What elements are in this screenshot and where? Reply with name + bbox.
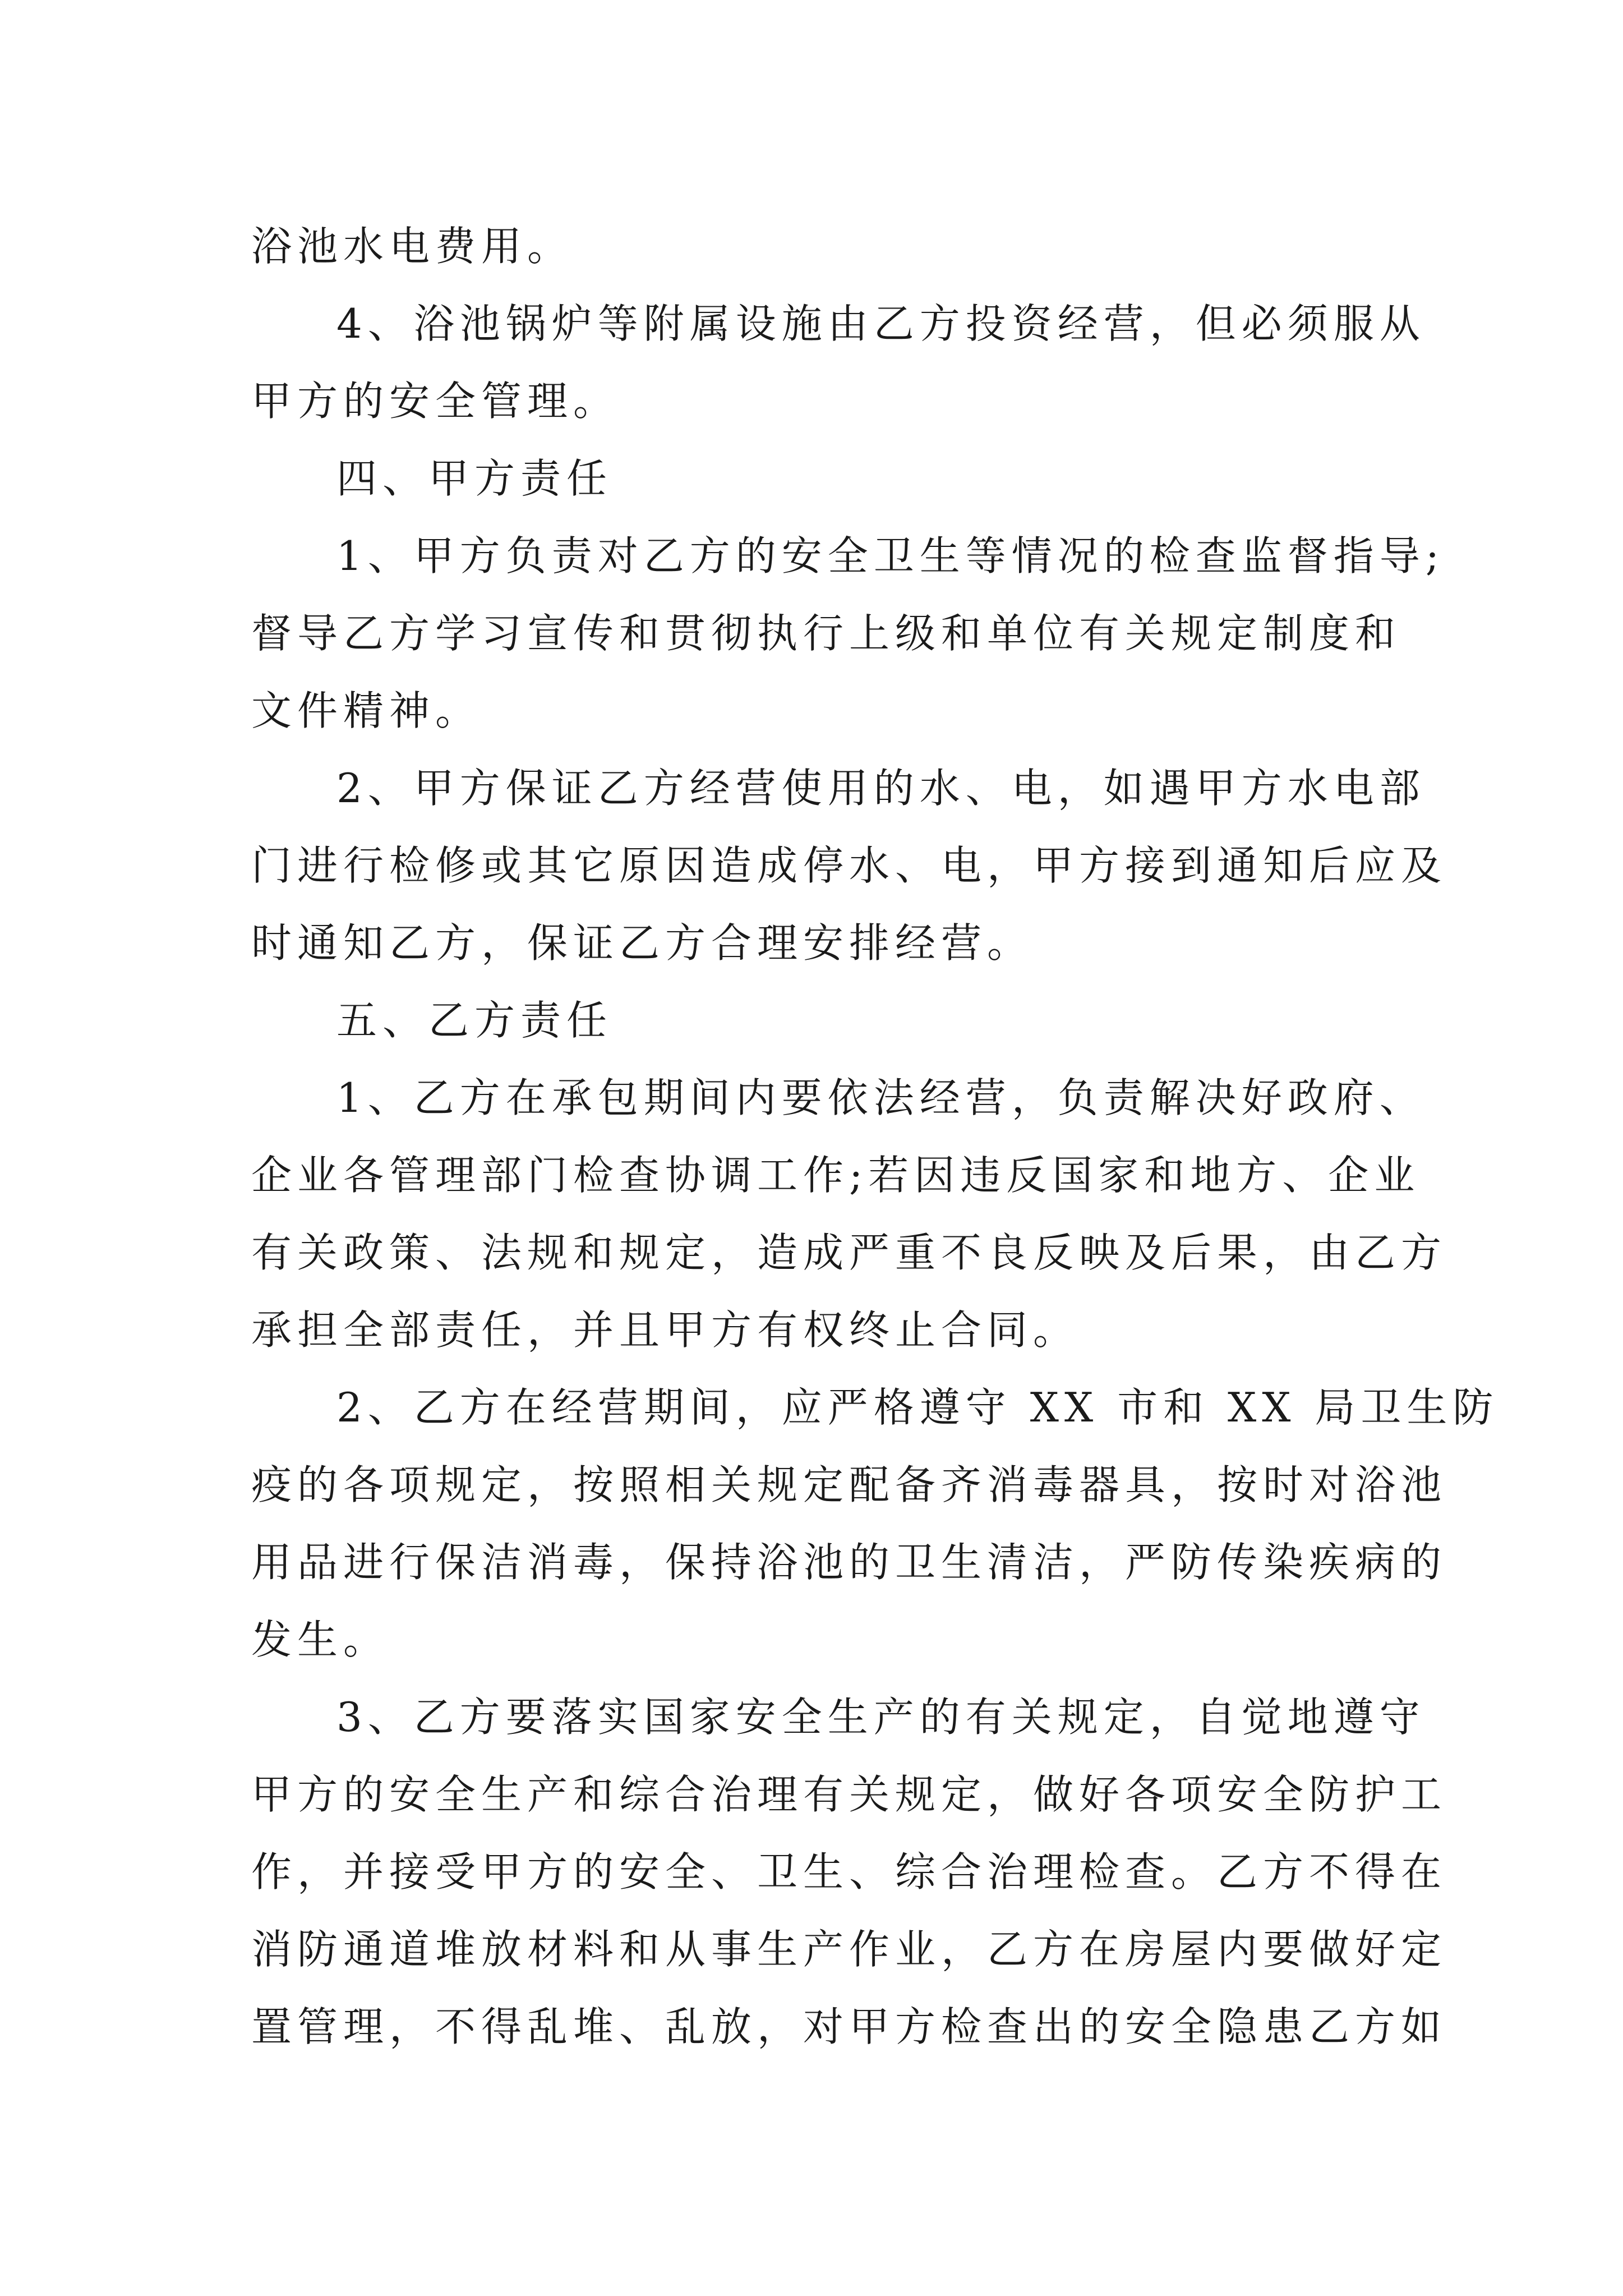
text-line: 甲方的安全生产和综合治理有关规定，做好各项安全防护工 (251, 1771, 1447, 1818)
text-line: 2、乙方在经营期间，应严格遵守 XX 市和 XX 局卫生防 (336, 1384, 1499, 1431)
text-line: 五、乙方责任 (336, 997, 613, 1044)
text-line: 有关政策、法规和规定，造成严重不良反映及后果，由乙方 (251, 1229, 1447, 1276)
text-line: 1、乙方在承包期间内要依法经营，负责解决好政府、 (336, 1074, 1426, 1121)
text-line: 1、甲方负责对乙方的安全卫生等情况的检查监督指导; (336, 532, 1445, 579)
text-line: 时通知乙方，保证乙方合理安排经营。 (251, 919, 1034, 967)
text-line: 浴池水电费用。 (251, 223, 574, 270)
text-line: 作，并接受甲方的安全、卫生、综合治理检查。乙方不得在 (251, 1848, 1447, 1895)
text-line: 置管理，不得乱堆、乱放，对甲方检查出的安全隐患乙方如 (251, 2003, 1447, 2050)
document-body (251, 208, 1499, 2065)
text-line: 2、甲方保证乙方经营使用的水、电，如遇甲方水电部 (336, 765, 1426, 812)
text-line: 文件精神。 (251, 687, 482, 734)
text-line: 用品进行保洁消毒，保持浴池的卫生清洁，严防传染疾病的 (251, 1539, 1447, 1586)
text-line: 承担全部责任，并且甲方有权终止合同。 (251, 1306, 1080, 1354)
text-line: 四、甲方责任 (336, 455, 613, 502)
text-line: 督导乙方学习宣传和贯彻执行上级和单位有关规定制度和 (251, 610, 1401, 657)
text-line: 4、浴池锅炉等附属设施由乙方投资经营，但必须服从 (336, 300, 1426, 347)
text-line: 门进行检修或其它原因造成停水、电，甲方接到通知后应及 (251, 842, 1447, 889)
text-line: 甲方的安全管理。 (251, 378, 620, 425)
text-line: 消防通道堆放材料和从事生产作业，乙方在房屋内要做好定 (251, 1926, 1447, 1973)
text-line: 3、乙方要落实国家安全生产的有关规定，自觉地遵守 (336, 1694, 1426, 1741)
text-line: 发生。 (251, 1616, 390, 1663)
text-line: 企业各管理部门检查协调工作;若因违反国家和地方、企业 (251, 1152, 1421, 1199)
text-line: 疫的各项规定，按照相关规定配备齐消毒器具，按时对浴池 (251, 1461, 1447, 1508)
